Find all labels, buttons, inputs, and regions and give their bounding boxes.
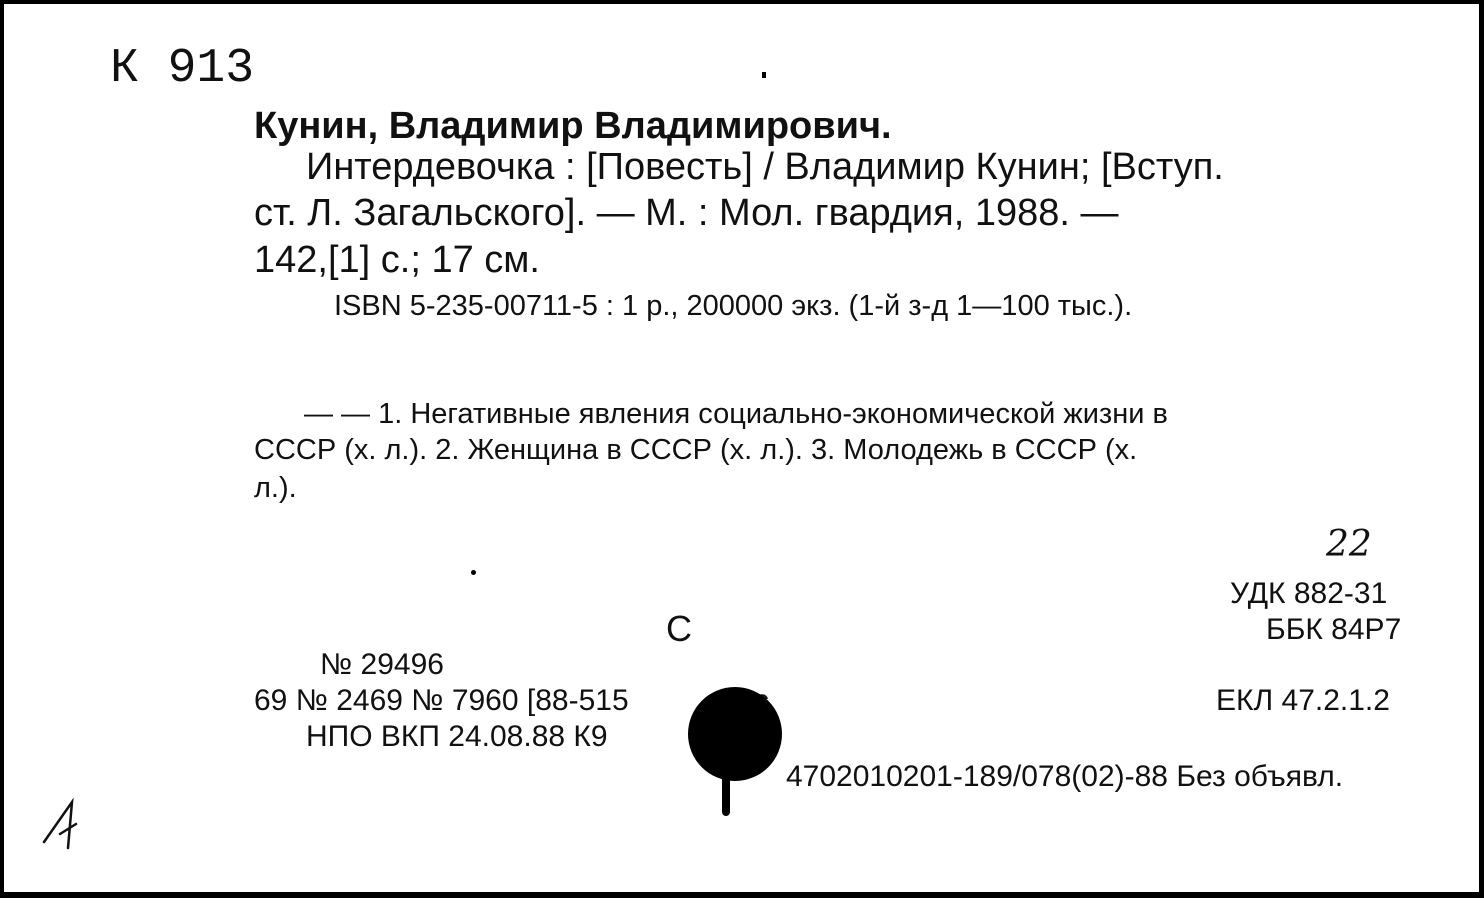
subjects-line-3: л.). [254, 472, 297, 504]
number-2-text: 69 № 2469 № 7960 [88-515 [254, 684, 629, 717]
call-number: К 913 [110, 42, 255, 96]
handwritten-mark: 22 [1326, 524, 1372, 565]
subjects-line-2: СССР (х. л.). 2. Женщина в СССР (х. л.). 3. Молодежь в СССР (х. [254, 434, 1138, 466]
title-line-2: ст. Л. Загальского]. — М. : Мол. гвардия, 1988. — [254, 192, 1119, 234]
speck [471, 570, 476, 575]
ink-blot [688, 687, 782, 781]
udk-code: УДК 882-31 [1230, 577, 1388, 610]
npo-line: НПО ВКП 24.08.88 К9 [306, 720, 608, 753]
subjects-line-1: — — 1. Негативные явления социально-экономической жизни в [304, 398, 1168, 430]
handwritten-number-1 [38, 794, 88, 854]
title-line-1: Интердевочка : [Повесть] / Владимир Кунин; [Вступ. [306, 146, 1224, 188]
speck [762, 72, 766, 78]
bbk-code: ББК 84Р7 [1266, 613, 1402, 646]
letter-c: С [666, 608, 692, 649]
ekl-code: ЕКЛ 47.2.1.2 [1216, 684, 1390, 717]
number-1: № 29496 [320, 648, 444, 681]
price-code-line: 4702010201-189/078(02)-88 Без объявл. [786, 760, 1344, 793]
title-line-3: 142,[1] с.; 17 см. [254, 239, 540, 281]
isbn-line: ISBN 5-235-00711-5 : 1 р., 200000 экз. (1-й з-д 1—100 тыс.). [334, 290, 1133, 322]
ink-blot-tail [722, 764, 730, 816]
author-heading: Кунин, Владимир Владимирович. [254, 105, 892, 147]
